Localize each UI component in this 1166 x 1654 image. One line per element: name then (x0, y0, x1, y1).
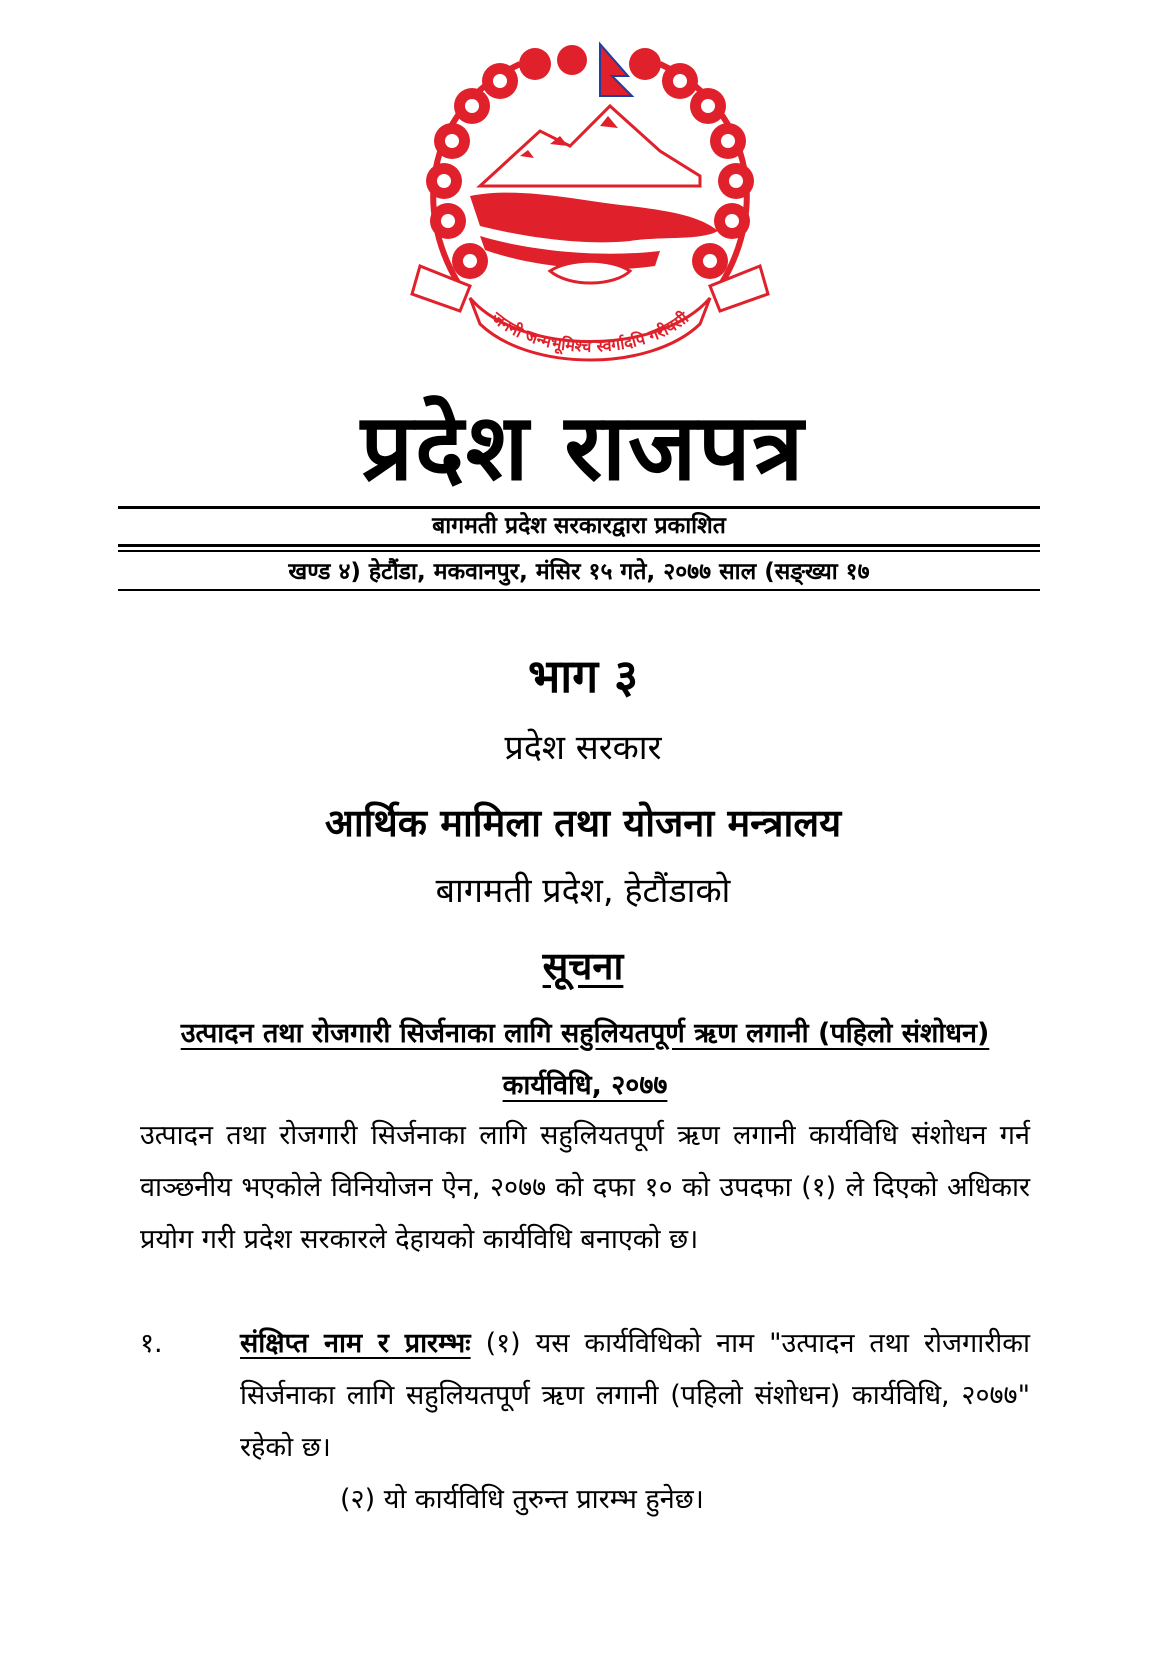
section-1-heading: संक्षिप्त नाम र प्रारम्भः (240, 1328, 471, 1359)
ministry-heading: आर्थिक मामिला तथा योजना मन्त्रालय (324, 801, 842, 845)
notice-heading (0, 940, 1166, 992)
document-title: उत्पादन तथा रोजगारी सिर्जनाका लागि सहुलियतपूर्ण ऋण लगानी (पहिलो संशोधन) कार्यविधि, २०७७ (180, 1018, 990, 1101)
notice-label: सूचना (542, 944, 624, 988)
publisher-line: बागमती प्रदेश सरकारद्वारा प्रकाशित (432, 513, 726, 539)
government-heading: प्रदेश सरकार (504, 728, 662, 768)
place-heading: बागमती प्रदेश, हेटौंडाको (435, 871, 731, 911)
middle-double-rule-b (118, 550, 1040, 552)
nepal-coat-of-arms-emblem (400, 36, 780, 376)
part-heading: भाग ३ (527, 649, 639, 703)
gazette-title: प्रदेश राजपत्र (360, 393, 806, 501)
section-1-text: (१) यस कार्यविधिको नाम "उत्पादन तथा रोजगारीका सिर्जनाका लागि सहुलियतपूर्ण ऋण लगानी (पहिलो संशोधन) कार्यविधि, २०७७" रहेको छ। (240, 1328, 1030, 1463)
section-1-number: १. (140, 1328, 163, 1359)
section-1-body (240, 1318, 1030, 1474)
top-rule (118, 506, 1040, 509)
bottom-rule (118, 589, 1040, 591)
preamble-paragraph: उत्पादन तथा रोजगारी सिर्जनाका लागि सहुलियतपूर्ण ऋण लगानी कार्यविधि संशोधन गर्न वाञ्छनीय भएकोले विनियोजन ऐन, २०७७ को दफा १० को उपदफा (१) ले दिएको अधिकार प्रयोग गरी प्रदेश सरकारले देहायको कार्यविधि बनाएको छ। (140, 1120, 1030, 1255)
issue-line: खण्ड ४) हेटौंडा, मकवानपुर, मंसिर १५ गते, २०७७ साल (सङ्ख्या १७ (288, 559, 870, 585)
section-1-subsection-2: (२) यो कार्यविधि तुरुन्त प्रारम्भ हुनेछ। (340, 1484, 704, 1515)
emblem-motto: जननी जन्मभूमिश्च स्वर्गादपि गरीयसी (488, 308, 692, 356)
middle-double-rule-a (118, 544, 1040, 547)
